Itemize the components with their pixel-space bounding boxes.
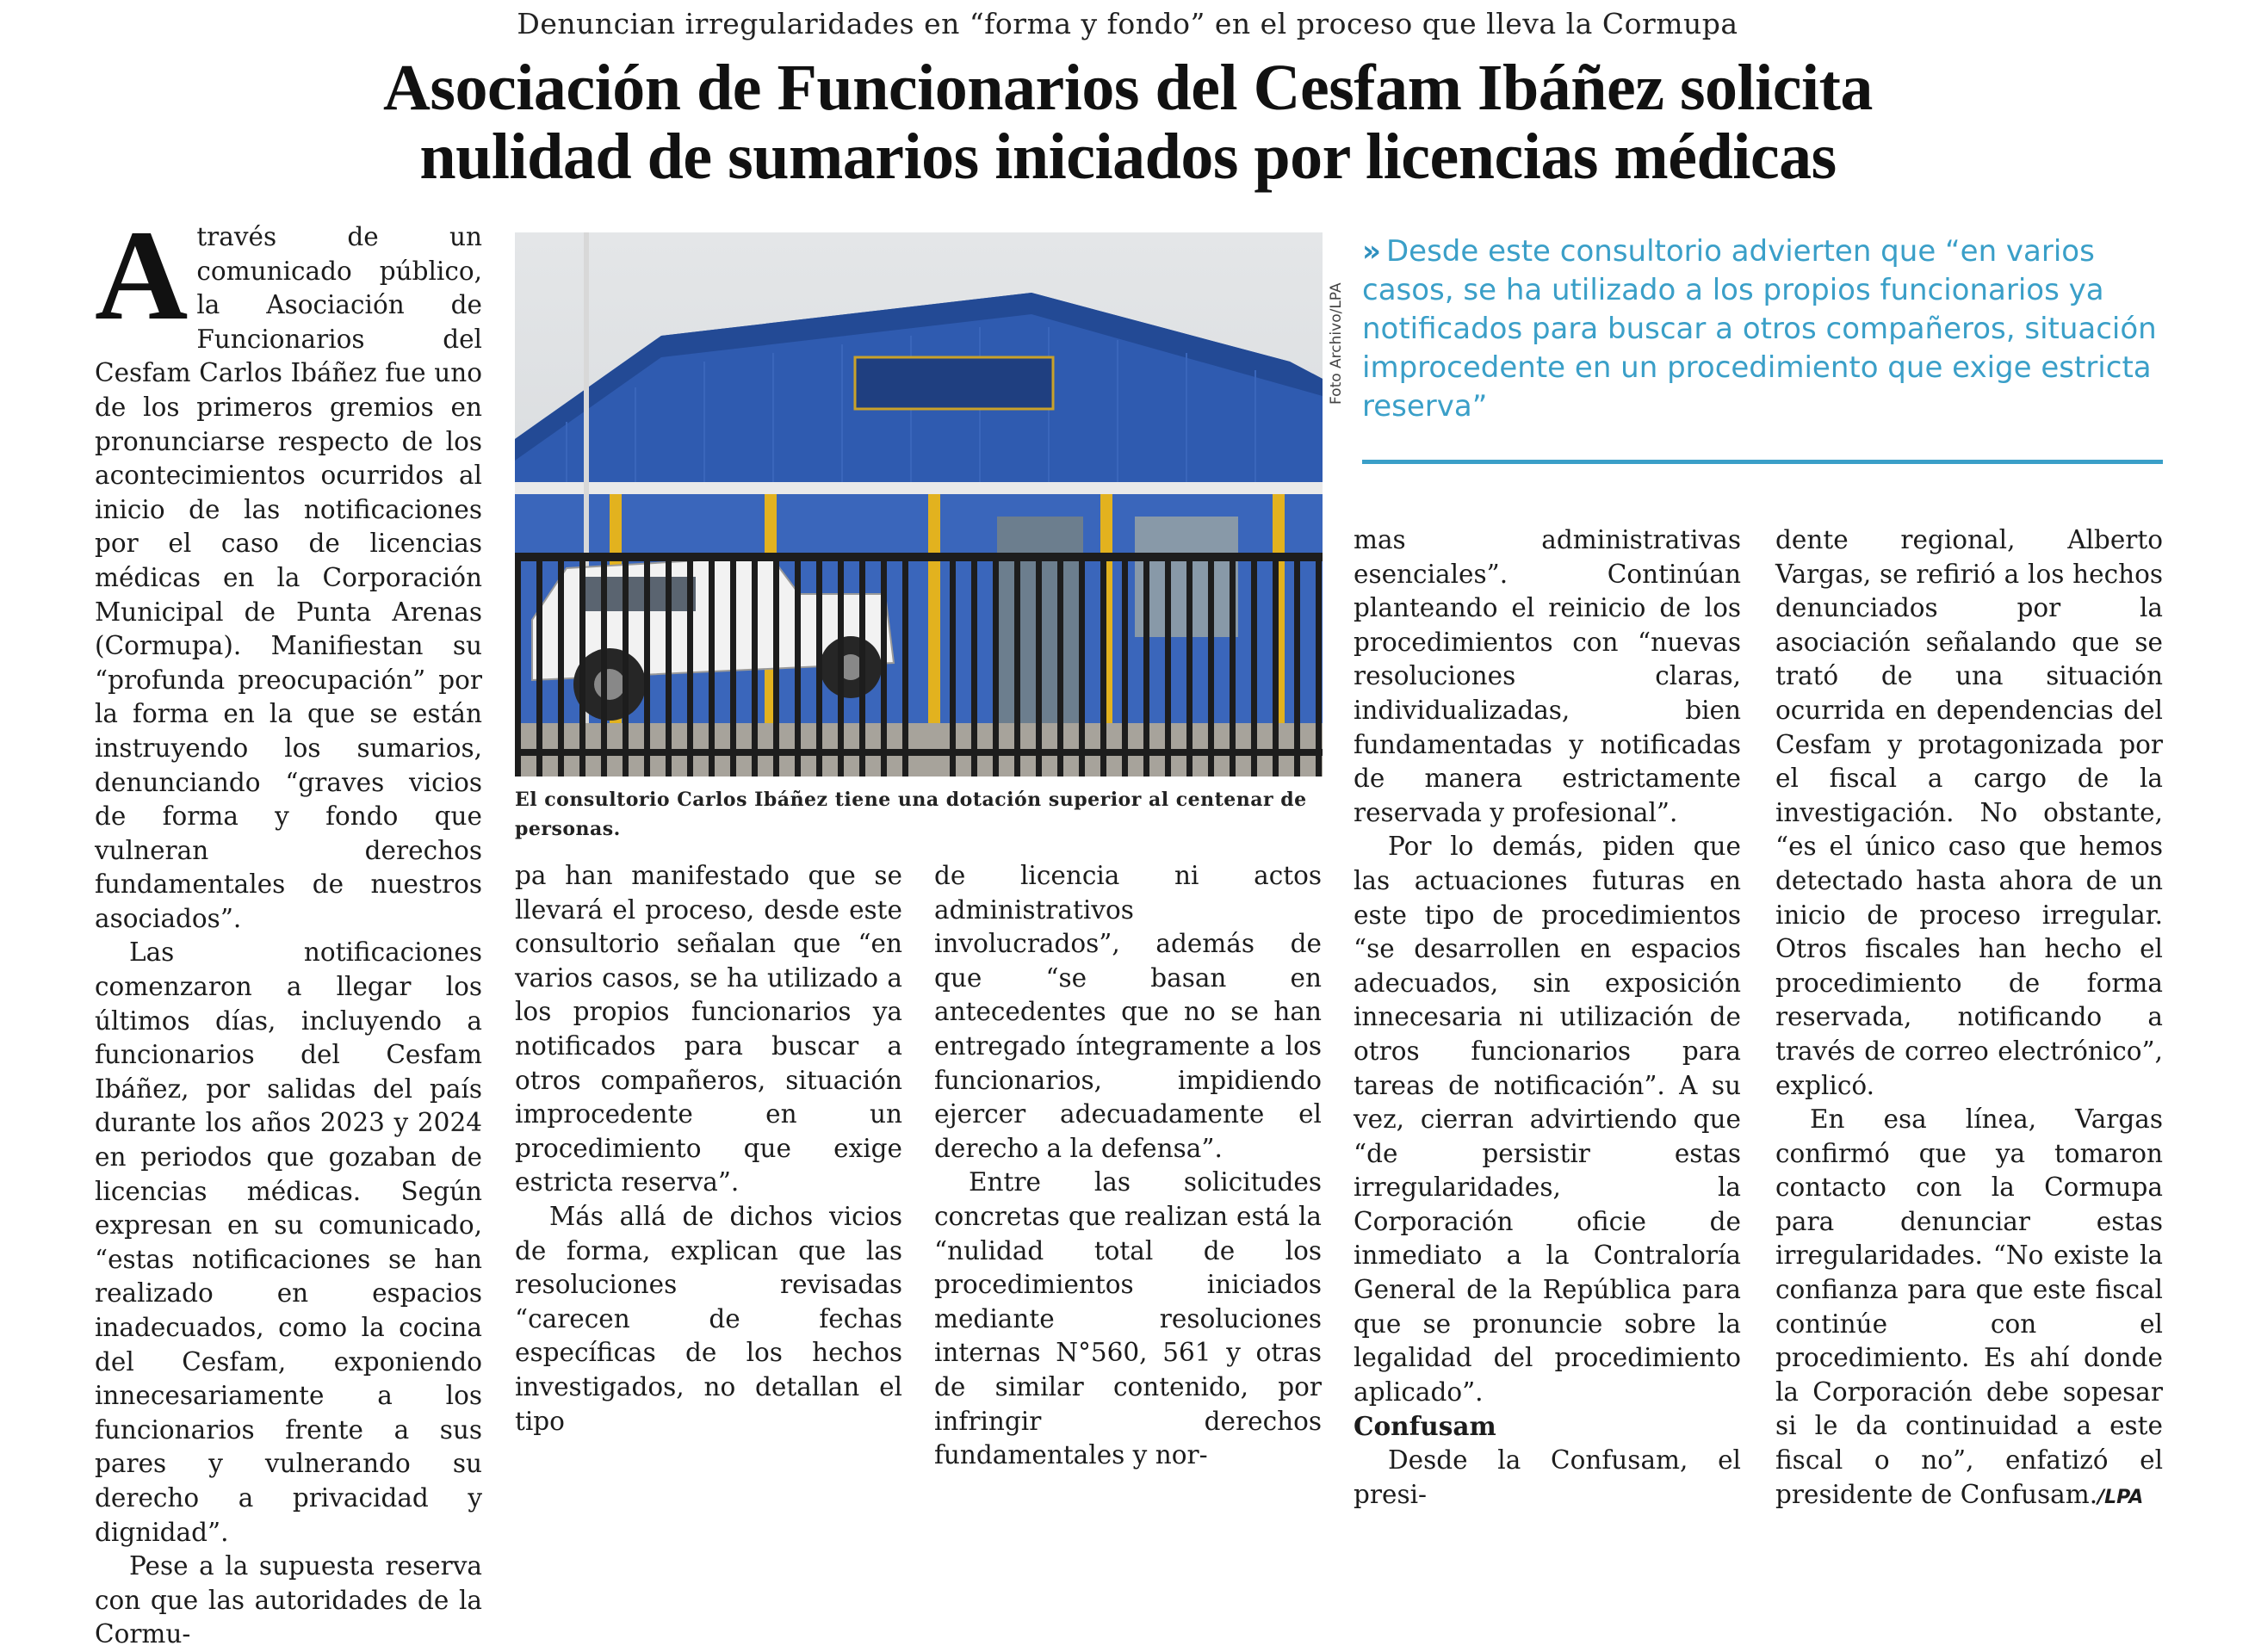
article-column-1: [95, 204, 482, 1649]
author-signature: /LPA: [2097, 1486, 2144, 1508]
pull-quote: [1362, 232, 2180, 426]
article-paragraph: Por lo demás, piden que las actuaciones futuras en este tipo de procedimientos “se desarrollen en espacios adecuados, sin exposición innecesaria ni utilización de otros funcionarios para tareas de notificación”. A su vez, cierran advirtiendo que “de persistir estas irregularidades, la Corporación oficie de inmediato a la Contraloría General de la República para que se pronuncie sobre la legalidad del procedimiento aplicado”.: [1354, 832, 1741, 1407]
headline-line-1: Asociación de Funcionarios del Cesfam Ibáñez solicita: [383, 52, 1873, 124]
article-paragraph: Más allá de dichos vicios de forma, explican que las resoluciones revisadas “carecen de fechas específicas de los hechos investigados, no detallan el tipo: [515, 1201, 902, 1436]
article-paragraph: Desde la Confusam, el presi-: [1354, 1445, 1741, 1509]
photo-credit: Foto Archivo/LPA: [1328, 282, 1345, 405]
article-paragraph: Pese a la supuesta reserva con que las autoridades de la Cormu-: [95, 1551, 482, 1649]
clinic-photo-illustration: [515, 232, 1323, 777]
pull-quote-text: Desde este consultorio advierten que “en varios casos, se ha utilizado a los propios funcionarios ya notificados para buscar a otros compañeros, situación improcedente en un procedimiento que exige estricta reserva”: [1362, 234, 2157, 424]
pull-quote-rule: [1362, 460, 2163, 464]
headline-line-2: nulidad de sumarios iniciados por licencias médicas: [419, 121, 1837, 193]
article-column-5: [1775, 523, 2163, 1509]
clinic-photo: [515, 232, 1323, 777]
article-paragraph: dente regional, Alberto Vargas, se refirió a los hechos denunciados por la asociación señalando que se trató de una situación ocurrida en dependencias del Cesfam y protagonizada por el fiscal a cargo de la investigación. No obstante, “es el único caso que hemos detectado hasta ahora de un inicio de proceso irregular. Otros fiscales han hecho el procedimiento de forma reservada, notificando a través de correo electrónico”, explicó.: [1775, 525, 2163, 1100]
article-column-2: [515, 859, 902, 1436]
photo-caption: El consultorio Carlos Ibáñez tiene una dotación superior al centenar de personas.: [515, 789, 1307, 840]
headline: [86, 53, 2170, 191]
article-paragraph: En esa línea, Vargas confirmó que ya tomaron contacto con la Cormupa para denunciar estas irregularidades. “No existe la confianza para que este fiscal continúe con el procedimiento. Es ahí donde la Corporación debe sopesar si le da continuidad a este fiscal o no”, enfatizó el presidente de Confusam./LPA: [1775, 1104, 2163, 1509]
article-paragraph: Através de un comunicado público, la Asociación de Funcionarios del Cesfam Carlos Ibáñez fue uno de los primeros gremios en pronunciarse respecto de los acontecimientos ocurridos al inicio de las notificaciones por el caso de licencias médicas en la Corporación Municipal de Punta Arenas (Cormupa). Manifiestan su “profunda preocupación” por la forma en la que se están instruyendo los sumarios, denunciando “graves vicios de forma y fondo que vulneran derechos fundamentales de nuestros asociados”.: [95, 204, 482, 933]
article-paragraph: Las notificaciones comenzaron a llegar los últimos días, incluyendo a funcionarios del Cesfam Ibáñez, por salidas del país durante los años 2023 y 2024 en periodos que gozaban de licencias médicas. Según expresan en su comunicado, “estas notificaciones se han realizado en espacios inadecuados, como la cocina del Cesfam, exponiendo innecesariamente a los funcionarios frente a sus pares y vulnerando su derecho a privacidad y dignidad”.: [95, 937, 482, 1547]
article-paragraph: Entre las solicitudes concretas que realizan está la “nulidad total de los procedimientos iniciados mediante resoluciones internas N°560, 561 y otras de similar contenido, por infringir derechos fundamentales y nor-: [934, 1167, 1322, 1470]
article-paragraph: pa han manifestado que se llevará el proceso, desde este consultorio señalan que “en varios casos, se ha utilizado a los propios funcionarios ya notificados para buscar a otros compañeros, situación improcedente en un procedimiento que exige estricta reserva”.: [515, 861, 902, 1197]
article-column-3: [934, 859, 1322, 1470]
article-column-4: [1354, 523, 1741, 1509]
section-subhead: Confusam: [1354, 1411, 1496, 1442]
double-chevron-icon: »: [1362, 234, 1376, 269]
article-paragraph: mas administrativas esenciales”. Continúan planteando el reinicio de los procedimientos con “nuevas resoluciones claras, individualizadas, bien fundamentadas y notificadas de manera estrictamente reservada y profesional”.: [1354, 525, 1741, 827]
article-paragraph: de licencia ni actos administrativos involucrados”, además de que “se basan en antecedentes que no se han entregado íntegramente a los funcionarios, impidiendo ejercer adecuadamente el derecho a la defensa”.: [934, 861, 1322, 1163]
kicker: Denuncian irregularidades en “forma y fondo” en el proceso que lleva la Cormupa: [517, 7, 1738, 40]
drop-cap: A: [95, 204, 189, 347]
